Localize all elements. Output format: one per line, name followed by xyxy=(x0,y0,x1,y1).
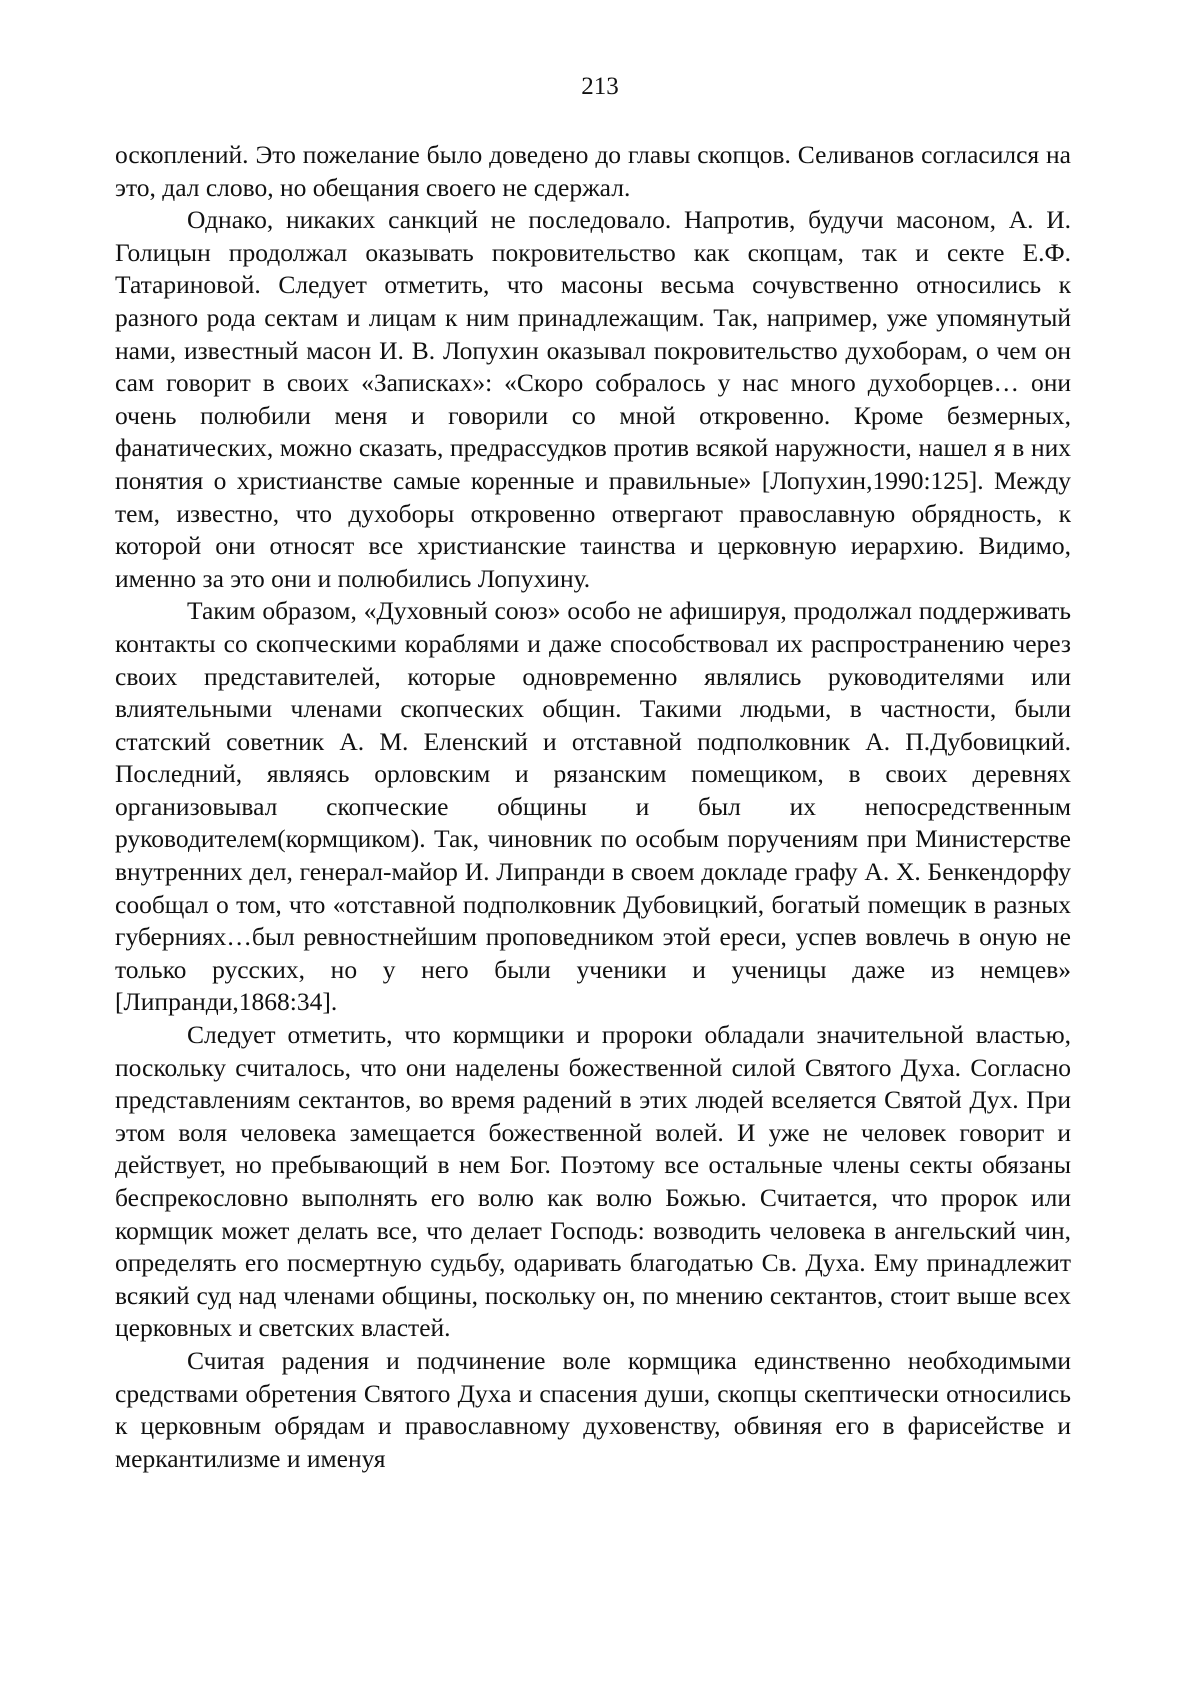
paragraph-continued: оскоплений. Это пожелание было доведено до главы скопцов. Селиванов согласился на это, дал слово, но обещания своего не сдержал. xyxy=(115,140,1071,202)
paragraph-spiritual-union: Таким образом, «Духовный союз» особо не афишируя, продолжал поддерживать контакты со скопческими кораблями и даже способствовал их распространению через своих представителей, которые одновременно являлись руководителями или влиятельными членами скопческих общин. Такими людьми, в частности, были статский советник А. М. Еленский и отставной подполковник А. П.Дубовицкий. Последний, являясь орловским и рязанским помещиком, в своих деревнях организовывал скопческие общины и был их непосредственным руководителем(кормщиком). Так, чиновник по особым поручениям при Министерстве внутренних дел, генерал-майор И. Липранди в своем докладе графу А. Х. Бенкендорфу сообщал о том, что «отставной подполковник Дубовицкий, богатый помещик в разных губерниях…был ревностнейшим проповедником этой ереси, успев вовлечь в оную не только русских, но у него были ученики и ученицы даже из немцев» [Липранди,1868:34]. xyxy=(115,596,1071,1017)
paragraph-golitsyn: Однако, никаких санкций не последовало. Напротив, будучи масоном, А. И. Голицын продолжал оказывать покровительство как скопцам, так и секте Е.Ф. Татариновой. Следует отметить, что масоны весьма сочувственно относились к разного рода сектам и лицам к ним принадлежащим. Так, например, уже упомянутый нами, известный масон И. В. Лопухин оказывал покровительство духоборам, о чем он сам говорит в своих «Записках»: «Скоро собралось у нас много духоборцев… они очень полюбили меня и говорили со мной откровенно. Кроме безмерных, фанатических, можно сказать, предрассудков против всякой наружности, нашел я в них понятия о христианстве самые коренные и правильные» [Лопухин,1990:125]. Между тем, известно, что духоборы откровенно отвергают православную обрядность, к которой они относят все христианские таинства и церковную иерархию. Видимо, именно за это они и полюбились Лопухину. xyxy=(115,205,1071,593)
page-number: 213 xyxy=(581,73,619,100)
paragraph-kormshchiki: Следует отметить, что кормщики и пророки обладали значительной властью, поскольку считалось, что они наделены божественной силой Святого Духа. Согласно представлениям сектантов, во время радений в этих людей вселяется Святой Дух. При этом воля человека замещается божественной волей. И уже не человек говорит и действует, но пребывающий в нем Бог. Поэтому все остальные члены секты обязаны беспрекословно выполнять его волю как волю Божью. Считается, что пророк или кормщик может делать все, что делает Господь: возводить человека в ангельский чин, определять его посмертную судьбу, одаривать благодатью Св. Духа. Ему принадлежит всякий суд над членами общины, поскольку он, по мнению сектантов, стоит выше всех церковных и светских властей. xyxy=(115,1020,1071,1343)
text-body xyxy=(115,139,1071,1475)
paragraph-radeniya: Считая радения и подчинение воле кормщика единственно необходимыми средствами обретения Святого Духа и спасения души, скопцы скептически относились к церковным обрядам и православному духовенству, обвиняя его в фарисействе и меркантилизме и именуя xyxy=(115,1345,1071,1473)
